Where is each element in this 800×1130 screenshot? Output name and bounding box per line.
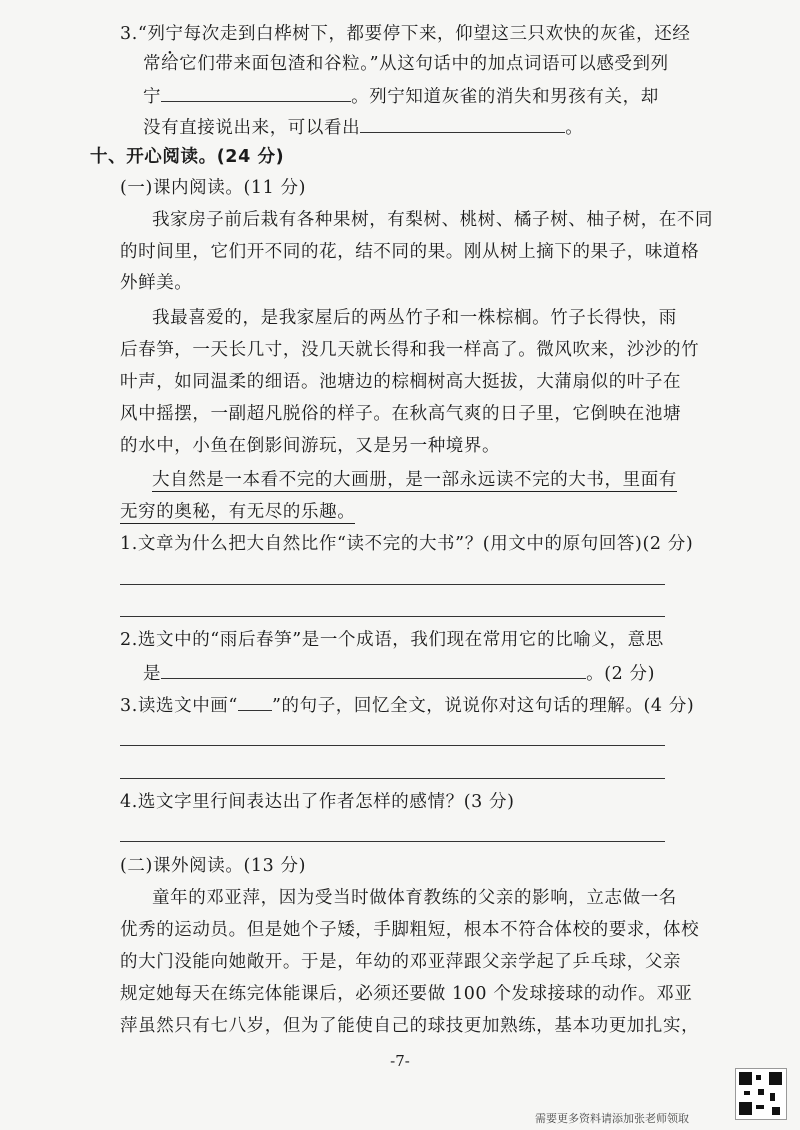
question-1: 1.文章为什么把大自然比作“读不完的大书”？(用文中的原句回答)(2 分) bbox=[120, 534, 694, 554]
passage2-line: 的大门没能向她敞开。于是，年幼的邓亚萍跟父亲学起了乒乓球，父亲 bbox=[120, 952, 682, 972]
prev-q3-line2-post: 它们带来面包渣和谷粒。”从这句话中的加点词语可以感受到列 bbox=[179, 54, 669, 74]
part1-title: (一)课内阅读。(11 分) bbox=[120, 178, 307, 198]
question-2-post: 。(2 分) bbox=[586, 664, 656, 684]
answer-line[interactable] bbox=[120, 616, 665, 617]
question-4: 4.选文字里行间表达出了作者怎样的感情？(3 分) bbox=[120, 792, 515, 812]
passage1-p1-line: 的时间里，它们开不同的花，结不同的果。刚从树上摘下的果子，味道格 bbox=[120, 242, 700, 262]
prev-q3-line2-pre: 常 bbox=[143, 54, 162, 74]
question-3 bbox=[120, 692, 694, 718]
prev-q3-line2 bbox=[143, 52, 669, 76]
answer-line[interactable] bbox=[120, 778, 665, 779]
passage1-p1-line: 我家房子前后栽有各种果树，有梨树、桃树、橘子树、柚子树，在不同 bbox=[152, 210, 714, 230]
prev-q3-line4 bbox=[143, 114, 583, 140]
answer-blank[interactable] bbox=[360, 114, 565, 133]
underlined-sentence: 大自然是一本看不完的大画册，是一部永远读不完的大书，里面有 bbox=[152, 470, 677, 490]
passage1-p2-line: 风中摇摆，一副超凡脱俗的样子。在秋高气爽的日子里，它倒映在池塘 bbox=[120, 404, 682, 424]
footer-note: 需要更多资料请添加张老师领取 bbox=[535, 1112, 689, 1125]
answer-blank[interactable] bbox=[161, 83, 351, 102]
question-2-pre: 是 bbox=[143, 664, 162, 684]
answer-line[interactable] bbox=[120, 841, 665, 842]
answer-line[interactable] bbox=[120, 745, 665, 746]
section-title: 十、开心阅读。(24 分) bbox=[90, 147, 285, 167]
prev-q3-line3-pre: 宁 bbox=[143, 87, 162, 107]
emphasis-dot-word: 给 bbox=[161, 54, 180, 74]
question-3-post: ”的句子，回忆全文，说说你对这句话的理解。(4 分) bbox=[271, 696, 695, 716]
prev-q3-line1: 3.“列宁每次走到白桦树下，都要停下来，仰望这三只欢快的灰雀，还经 bbox=[120, 24, 691, 44]
passage2-line: 优秀的运动员。但是她个子矮，手脚粗短，根本不符合体校的要求，体校 bbox=[120, 920, 700, 940]
answer-line[interactable] bbox=[120, 584, 665, 585]
passage1-p2-line: 后春笋，一天长几寸，没几天就长得和我一样高了。微风吹来，沙沙的竹 bbox=[120, 340, 700, 360]
prev-q3-line3 bbox=[143, 83, 659, 109]
qr-code-icon bbox=[735, 1068, 787, 1120]
question-2-line1: 2.选文中的“雨后春笋”是一个成语，我们现在常用它的比喻义，意思 bbox=[120, 630, 664, 650]
question-2-line2 bbox=[143, 660, 655, 686]
passage1-p2-line: 叶声，如同温柔的细语。池塘边的棕榈树高大挺拔，大蒲扇似的叶子在 bbox=[120, 372, 682, 392]
underline-mark-blank bbox=[238, 692, 272, 711]
passage1-p3-line bbox=[152, 468, 677, 492]
prev-q3-line4-pre: 没有直接说出来，可以看出 bbox=[143, 118, 361, 138]
answer-blank[interactable] bbox=[161, 660, 586, 679]
underlined-sentence: 无穷的奥秘，有无尽的乐趣。 bbox=[120, 502, 356, 522]
prev-q3-line4-post: 。 bbox=[565, 118, 584, 138]
page-number: -7- bbox=[390, 1052, 410, 1070]
passage2-line: 规定她每天在练完体能课后，必须还要做 100 个发球接球的动作。邓亚 bbox=[120, 984, 693, 1004]
passage2-line: 童年的邓亚萍，因为受当时做体育教练的父亲的影响，立志做一名 bbox=[152, 888, 677, 908]
passage1-p1-line: 外鲜美。 bbox=[120, 273, 193, 293]
passage2-line: 萍虽然只有七八岁，但为了能使自己的球技更加熟练，基本功更加扎实， bbox=[120, 1016, 700, 1036]
passage1-p2-line: 的水中，小鱼在倒影间游玩，又是另一种境界。 bbox=[120, 436, 501, 456]
question-3-pre: 3.读选文中画“ bbox=[120, 696, 238, 716]
prev-q3-line3-post: 。列宁知道灰雀的消失和男孩有关，却 bbox=[351, 87, 659, 107]
part2-title: (二)课外阅读。(13 分) bbox=[120, 856, 307, 876]
passage1-p3-line bbox=[120, 500, 355, 524]
passage1-p2-line: 我最喜爱的，是我家屋后的两丛竹子和一株棕榈。竹子长得快，雨 bbox=[152, 308, 677, 328]
